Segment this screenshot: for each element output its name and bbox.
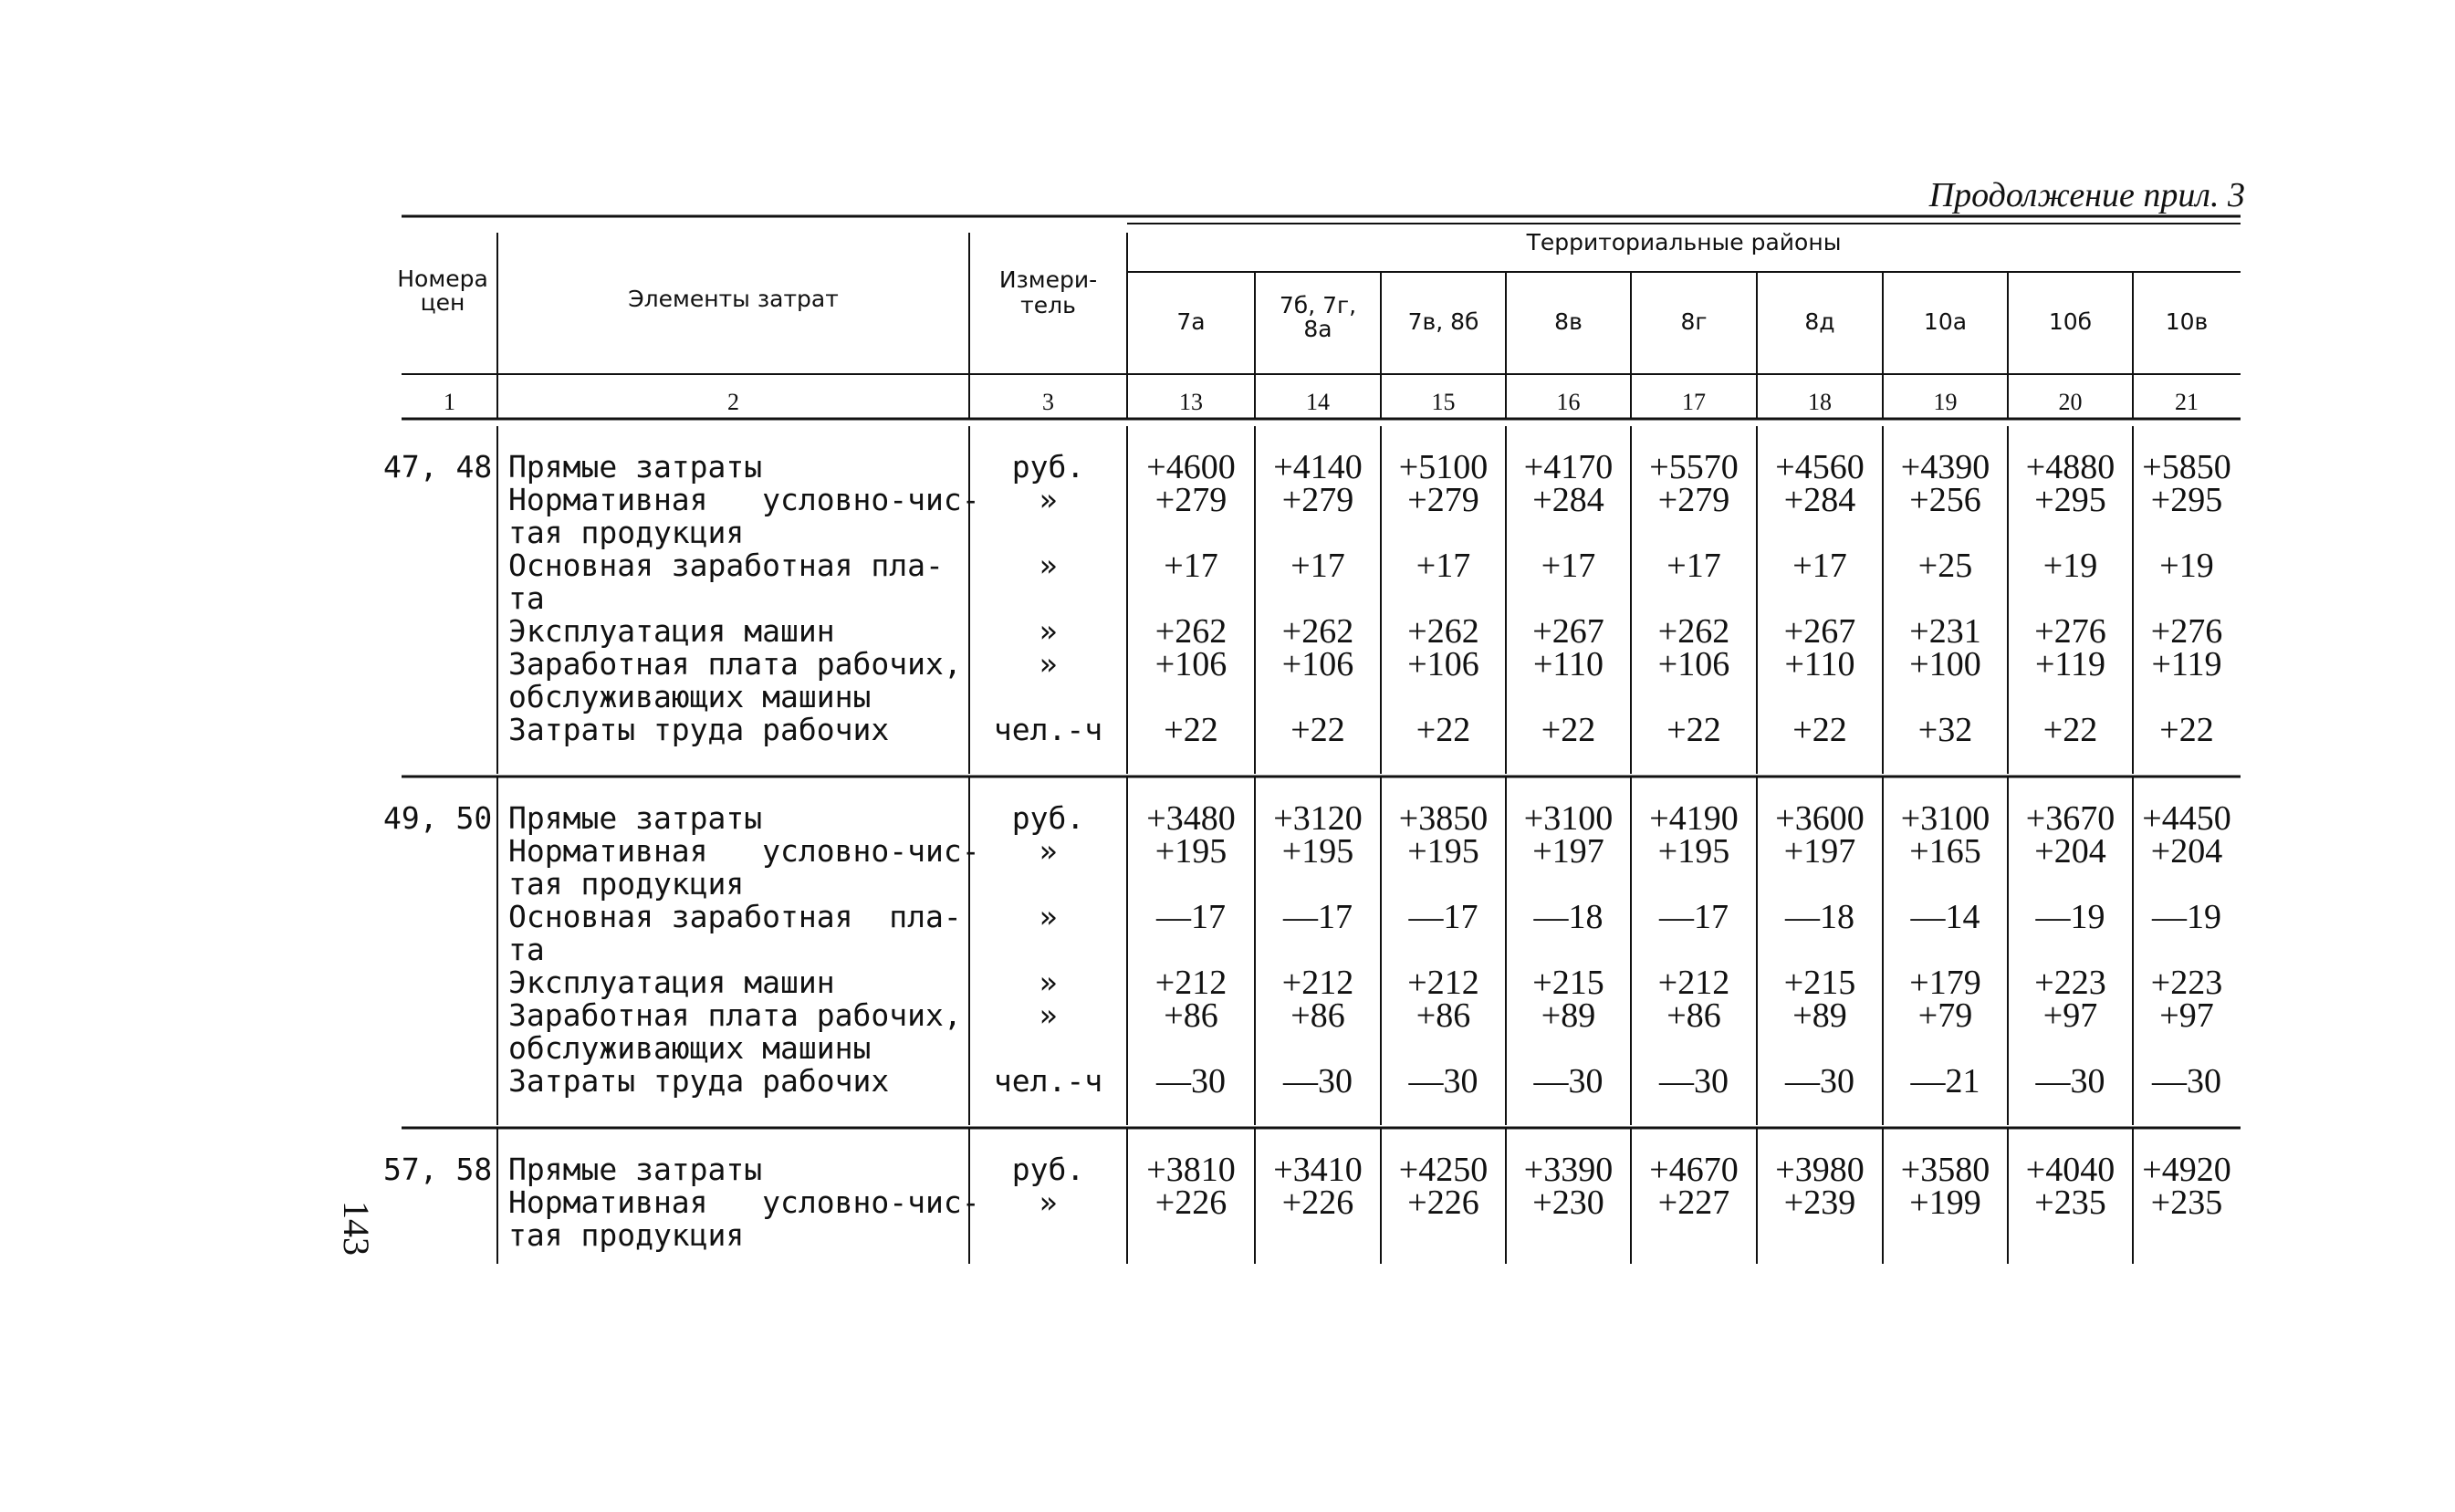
value-cell-region-2: +86 bbox=[1290, 996, 1345, 1035]
value-cell-region-8: +19 bbox=[2042, 547, 2098, 585]
value-cell-region-3: +212 bbox=[1407, 964, 1479, 1002]
value-cell-region-9: +276 bbox=[2150, 612, 2223, 651]
header-region-9: 10в bbox=[2165, 308, 2209, 335]
value-cell-region-6: +284 bbox=[1783, 481, 1856, 519]
value-cell-region-6: +215 bbox=[1783, 964, 1856, 1002]
column-index-20: 20 bbox=[2058, 389, 2083, 415]
value-cell-region-8: +4880 bbox=[2025, 448, 2115, 486]
cost-element-label: Эксплуатация машин bbox=[508, 965, 835, 1000]
value-cell-region-4: +4170 bbox=[1523, 448, 1614, 486]
value-cell-region-2: +279 bbox=[1281, 481, 1354, 519]
column-index-3: 3 bbox=[1042, 389, 1054, 415]
header-number-column: Номера цен bbox=[397, 266, 488, 317]
header-region-5: 8г bbox=[1680, 308, 1708, 335]
column-index-18: 18 bbox=[1808, 389, 1832, 415]
header-region-3: 7в, 8б bbox=[1407, 308, 1479, 335]
value-cell-region-8: —19 bbox=[2035, 898, 2105, 936]
value-cell-region-9: +22 bbox=[2159, 711, 2214, 749]
value-cell-region-6: —30 bbox=[1785, 1062, 1854, 1100]
unit-cell: руб. bbox=[1011, 1152, 1085, 1187]
header-region-1: 7а bbox=[1176, 308, 1206, 335]
cost-element-label: Основная заработная пла- bbox=[508, 547, 944, 583]
value-cell-region-8: +235 bbox=[2034, 1184, 2106, 1222]
header-region-6: 8д bbox=[1804, 308, 1835, 335]
cost-element-label: тая продукция bbox=[508, 866, 745, 902]
value-cell-region-7: +3580 bbox=[1900, 1151, 1990, 1189]
cost-element-label: обслуживающих машины bbox=[508, 1030, 872, 1066]
value-cell-region-4: —18 bbox=[1533, 898, 1604, 936]
value-cell-region-8: —30 bbox=[2035, 1062, 2105, 1100]
value-cell-region-3: +106 bbox=[1407, 645, 1479, 683]
value-cell-region-6: +197 bbox=[1783, 832, 1856, 871]
value-cell-region-4: +110 bbox=[1532, 645, 1604, 683]
value-cell-region-6: +110 bbox=[1784, 645, 1855, 683]
column-index-14: 14 bbox=[1306, 389, 1330, 415]
value-cell-region-6: +22 bbox=[1792, 711, 1847, 749]
value-cell-region-1: +226 bbox=[1154, 1184, 1228, 1222]
value-cell-region-4: +267 bbox=[1532, 612, 1604, 651]
unit-cell: руб. bbox=[1011, 800, 1085, 836]
value-cell-region-2: —30 bbox=[1283, 1062, 1353, 1100]
value-cell-region-3: +22 bbox=[1416, 711, 1471, 749]
value-cell-region-8: +119 bbox=[2034, 645, 2106, 683]
value-cell-region-7: +79 bbox=[1917, 996, 1973, 1035]
value-cell-region-4: +284 bbox=[1532, 481, 1604, 519]
value-cell-region-2: +22 bbox=[1290, 711, 1345, 749]
value-cell-region-7: +3100 bbox=[1900, 799, 1990, 838]
cost-element-label: Нормативная условно-чис- bbox=[508, 1184, 980, 1220]
column-index-15: 15 bbox=[1431, 389, 1456, 415]
value-cell-region-7: —21 bbox=[1910, 1062, 1980, 1100]
price-numbers: 57, 58 bbox=[383, 1152, 493, 1187]
value-cell-region-4: +197 bbox=[1532, 832, 1604, 871]
value-cell-region-3: +86 bbox=[1416, 996, 1471, 1035]
unit-cell: » bbox=[1039, 547, 1058, 583]
cost-element-label: обслуживающих машины bbox=[508, 679, 872, 714]
value-cell-region-7: +4390 bbox=[1900, 448, 1990, 486]
value-cell-region-3: —30 bbox=[1408, 1062, 1478, 1100]
value-cell-region-5: +4190 bbox=[1649, 799, 1739, 838]
value-cell-region-5: +17 bbox=[1666, 547, 1721, 585]
value-cell-region-1: +3480 bbox=[1146, 799, 1236, 838]
column-index-1: 1 bbox=[444, 389, 455, 415]
column-index-21: 21 bbox=[2175, 389, 2199, 415]
value-cell-region-3: +3850 bbox=[1398, 799, 1489, 838]
value-cell-region-3: +5100 bbox=[1398, 448, 1489, 486]
column-index-17: 17 bbox=[1682, 389, 1706, 415]
value-cell-region-8: +295 bbox=[2034, 481, 2106, 519]
value-cell-region-9: +19 bbox=[2159, 547, 2214, 585]
value-cell-region-6: +267 bbox=[1783, 612, 1856, 651]
price-numbers: 47, 48 bbox=[383, 449, 493, 485]
value-cell-region-9: +295 bbox=[2150, 481, 2223, 519]
value-cell-region-1: —30 bbox=[1156, 1062, 1226, 1100]
value-cell-region-4: +3390 bbox=[1523, 1151, 1614, 1189]
value-cell-region-9: +5850 bbox=[2142, 448, 2231, 486]
value-cell-region-5: +22 bbox=[1666, 711, 1721, 749]
cost-element-label: та bbox=[508, 932, 545, 967]
cost-element-label: Основная заработная пла- bbox=[508, 899, 962, 934]
header-region-7: 10а bbox=[1923, 308, 1968, 335]
value-cell-region-7: +256 bbox=[1909, 481, 1981, 519]
value-cell-region-8: +4040 bbox=[2025, 1151, 2115, 1189]
value-cell-region-1: +22 bbox=[1164, 711, 1218, 749]
value-cell-region-7: +231 bbox=[1909, 612, 1981, 651]
cost-element-label: Нормативная условно-чис- bbox=[508, 482, 980, 517]
value-cell-region-9: —30 bbox=[2152, 1062, 2221, 1100]
value-cell-region-7: +179 bbox=[1909, 964, 1981, 1002]
value-cell-region-9: +4920 bbox=[2142, 1151, 2231, 1189]
value-cell-region-7: +100 bbox=[1909, 645, 1981, 683]
value-cell-region-5: +5570 bbox=[1649, 448, 1739, 486]
value-cell-region-6: —18 bbox=[1785, 898, 1854, 936]
value-cell-region-1: +106 bbox=[1154, 645, 1228, 683]
column-index-13: 13 bbox=[1179, 389, 1203, 415]
value-cell-region-1: +17 bbox=[1164, 547, 1218, 585]
header-unit-column: Измери- тель bbox=[998, 266, 1098, 318]
value-cell-region-1: +212 bbox=[1154, 964, 1228, 1002]
cost-element-label: Эксплуатация машин bbox=[508, 613, 835, 649]
value-cell-region-9: +119 bbox=[2151, 645, 2222, 683]
value-cell-region-5: +212 bbox=[1657, 964, 1730, 1002]
cost-element-label: Прямые затраты bbox=[508, 449, 763, 485]
value-cell-region-4: +230 bbox=[1532, 1184, 1604, 1222]
value-cell-region-2: +106 bbox=[1281, 645, 1354, 683]
value-cell-region-9: +97 bbox=[2159, 996, 2214, 1035]
value-cell-region-1: +195 bbox=[1154, 832, 1228, 871]
value-cell-region-9: +235 bbox=[2150, 1184, 2223, 1222]
value-cell-region-7: +32 bbox=[1917, 711, 1973, 749]
price-numbers: 49, 50 bbox=[383, 800, 493, 836]
value-cell-region-4: +89 bbox=[1541, 996, 1596, 1035]
header-region-2: 7б, 7г, 8а bbox=[1279, 292, 1357, 343]
unit-cell: » bbox=[1039, 646, 1058, 682]
cost-element-label: Прямые затраты bbox=[508, 1152, 763, 1187]
value-cell-region-5: +279 bbox=[1657, 481, 1730, 519]
value-cell-region-8: +204 bbox=[2034, 832, 2106, 871]
unit-cell: чел.-ч bbox=[993, 1063, 1103, 1099]
column-index-19: 19 bbox=[1933, 389, 1958, 415]
column-index-16: 16 bbox=[1556, 389, 1581, 415]
unit-cell: чел.-ч bbox=[993, 712, 1103, 747]
unit-cell: » bbox=[1039, 965, 1058, 1000]
value-cell-region-5: —17 bbox=[1659, 898, 1729, 936]
value-cell-region-8: +97 bbox=[2042, 996, 2098, 1035]
value-cell-region-8: +223 bbox=[2034, 964, 2106, 1002]
header-region-8: 10б bbox=[2048, 308, 2093, 335]
header-elements-column: Элементы затрат bbox=[628, 286, 839, 312]
value-cell-region-9: +223 bbox=[2150, 964, 2223, 1002]
value-cell-region-4: —30 bbox=[1533, 1062, 1604, 1100]
value-cell-region-2: +17 bbox=[1290, 547, 1345, 585]
cost-element-label: та bbox=[508, 580, 545, 616]
value-cell-region-1: +86 bbox=[1164, 996, 1218, 1035]
value-cell-region-3: +226 bbox=[1407, 1184, 1479, 1222]
unit-cell: руб. bbox=[1011, 449, 1085, 485]
value-cell-region-5: +4670 bbox=[1649, 1151, 1739, 1189]
value-cell-region-2: +226 bbox=[1281, 1184, 1354, 1222]
value-cell-region-2: +3410 bbox=[1273, 1151, 1363, 1189]
value-cell-region-7: +199 bbox=[1909, 1184, 1981, 1222]
value-cell-region-5: +227 bbox=[1657, 1184, 1730, 1222]
value-cell-region-6: +3980 bbox=[1775, 1151, 1865, 1189]
value-cell-region-4: +3100 bbox=[1523, 799, 1614, 838]
cost-element-label: Затраты труда рабочих bbox=[508, 712, 890, 747]
value-cell-region-8: +276 bbox=[2034, 612, 2106, 651]
value-cell-region-4: +17 bbox=[1541, 547, 1596, 585]
header-regions-title: Территориальные районы bbox=[1526, 229, 1842, 255]
value-cell-region-4: +215 bbox=[1532, 964, 1604, 1002]
value-cell-region-7: +25 bbox=[1917, 547, 1973, 585]
value-cell-region-3: +279 bbox=[1407, 481, 1479, 519]
value-cell-region-5: —30 bbox=[1659, 1062, 1729, 1100]
value-cell-region-2: +4140 bbox=[1273, 448, 1363, 486]
value-cell-region-1: +3810 bbox=[1146, 1151, 1236, 1189]
value-cell-region-9: —19 bbox=[2152, 898, 2221, 936]
value-cell-region-9: +204 bbox=[2150, 832, 2223, 871]
unit-cell: » bbox=[1039, 833, 1058, 869]
unit-cell: » bbox=[1039, 613, 1058, 649]
value-cell-region-7: —14 bbox=[1910, 898, 1980, 936]
cost-element-label: Затраты труда рабочих bbox=[508, 1063, 890, 1099]
value-cell-region-1: +262 bbox=[1154, 612, 1228, 651]
value-cell-region-6: +89 bbox=[1792, 996, 1847, 1035]
unit-cell: » bbox=[1039, 997, 1058, 1033]
cost-element-label: Прямые затраты bbox=[508, 800, 763, 836]
value-cell-region-5: +86 bbox=[1666, 996, 1721, 1035]
value-cell-region-5: +262 bbox=[1657, 612, 1730, 651]
value-cell-region-7: +165 bbox=[1909, 832, 1981, 871]
cost-element-label: тая продукция bbox=[508, 1217, 745, 1253]
cost-element-label: Заработная плата рабочих, bbox=[508, 997, 962, 1033]
column-index-2: 2 bbox=[727, 389, 739, 415]
value-cell-region-1: +4600 bbox=[1146, 448, 1236, 486]
cost-element-label: Нормативная условно-чис- bbox=[508, 833, 980, 869]
value-cell-region-3: +17 bbox=[1416, 547, 1471, 585]
unit-cell: » bbox=[1039, 1184, 1058, 1220]
value-cell-region-3: +195 bbox=[1407, 832, 1479, 871]
page-number: 143 bbox=[336, 1201, 377, 1256]
value-cell-region-4: +22 bbox=[1541, 711, 1596, 749]
value-cell-region-1: —17 bbox=[1156, 898, 1226, 936]
value-cell-region-1: +279 bbox=[1154, 481, 1228, 519]
unit-cell: » bbox=[1039, 899, 1058, 934]
value-cell-region-5: +106 bbox=[1657, 645, 1730, 683]
cost-element-label: Заработная плата рабочих, bbox=[508, 646, 962, 682]
value-cell-region-2: +262 bbox=[1281, 612, 1354, 651]
value-cell-region-6: +17 bbox=[1792, 547, 1847, 585]
value-cell-region-2: +212 bbox=[1281, 964, 1354, 1002]
cost-element-label: тая продукция bbox=[508, 515, 745, 550]
value-cell-region-8: +3670 bbox=[2025, 799, 2115, 838]
value-cell-region-3: +262 bbox=[1407, 612, 1479, 651]
value-cell-region-6: +239 bbox=[1783, 1184, 1856, 1222]
value-cell-region-8: +22 bbox=[2042, 711, 2098, 749]
value-cell-region-9: +4450 bbox=[2142, 799, 2231, 838]
value-cell-region-2: +195 bbox=[1281, 832, 1354, 871]
continuation-caption: Продолжение прил. 3 bbox=[1928, 176, 2245, 214]
header-region-4: 8в bbox=[1554, 308, 1583, 335]
unit-cell: » bbox=[1039, 482, 1058, 517]
value-cell-region-3: —17 bbox=[1408, 898, 1478, 936]
value-cell-region-6: +4560 bbox=[1775, 448, 1865, 486]
value-cell-region-2: —17 bbox=[1283, 898, 1353, 936]
value-cell-region-6: +3600 bbox=[1775, 799, 1865, 838]
value-cell-region-3: +4250 bbox=[1398, 1151, 1489, 1189]
value-cell-region-5: +195 bbox=[1657, 832, 1730, 871]
value-cell-region-2: +3120 bbox=[1273, 799, 1363, 838]
